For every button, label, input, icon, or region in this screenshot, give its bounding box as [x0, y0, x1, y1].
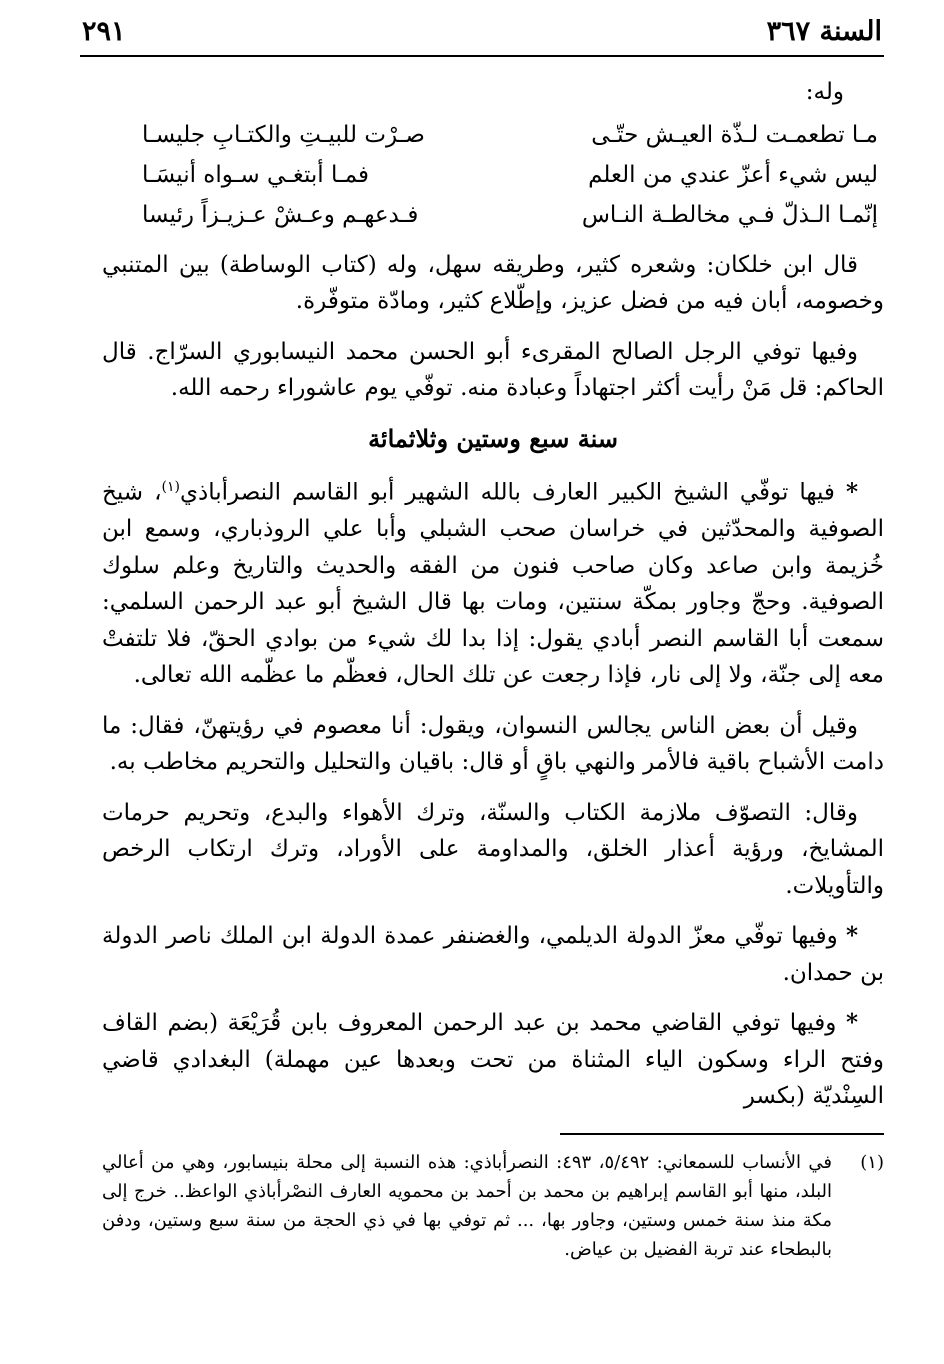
star-marker: *	[845, 478, 858, 506]
verse-hemistich-second: صـرْت للبيـتِ والكتـابِ جليسـا	[142, 121, 425, 148]
paragraph-text: وفيها توفّي معزّ الدولة الديلمي، والغضنفر عمدة الدولة ابن الملك ناصر الدولة بن حمدان.	[102, 923, 884, 986]
footnote-text: في الأنساب للسمعاني: ٥/٤٩٢، ٤٩٣: النصرأباذي: هذه النسبة إلى محلة بنيسابور، وهي من أعالي البلد، منها أبو القاسم إبراهيم بن محمد بن أحمد بن محمويه العارف النصْرأباذي الواعظ.. خرج إلى مكة منذ سنة خمس وستين، وجاور بها، ... ثم توفي بها في ذي الحجة من سنة سبع وستين، ودفن بالبطحاء عند تربة الفضيل بن عياض.	[102, 1152, 832, 1260]
paragraph	[102, 469, 884, 694]
verse-hemistich-first: مـا تطعمـت لـذّة العيـش حتّـى	[591, 121, 878, 148]
footnote-rule	[560, 1133, 884, 1135]
paragraph: وفيها توفي الرجل الصالح المقرىء أبو الحسن محمد النيسابوري السرّاج. قال الحاكم: قل مَنْ رأيت أكثر اجتهاداً وعبادة منه. توفّي يوم عاشوراء رحمه الله.	[102, 338, 884, 401]
header-rule	[80, 55, 884, 57]
footnote	[102, 1148, 884, 1264]
page-number: ٢٩١	[82, 16, 126, 47]
verse-line	[102, 155, 884, 195]
paragraph: وقيل أن بعض الناس يجالس النسوان، ويقول: أنا معصوم في رؤيتهنّ، فقال: ما دامت الأشباح باقية فالأمر والنهي باقٍ أو قال: باقيان والتحليل والتحريم مخاطب به.	[102, 712, 884, 776]
paragraph	[102, 1005, 884, 1115]
footnote-reference: (١)	[161, 479, 180, 495]
star-marker: *	[845, 922, 858, 950]
footnotes	[102, 1148, 884, 1264]
verse-intro: وله:	[805, 79, 844, 105]
running-title: السنة ٣٦٧	[766, 16, 882, 47]
page-header	[82, 14, 882, 56]
poem	[102, 115, 884, 235]
verse-hemistich-first: إنّمـا الـذلّ فـي مخالطـة النـاس	[581, 201, 878, 228]
verse-line	[102, 115, 884, 155]
paragraph	[102, 918, 884, 991]
section-heading: سنة سبع وستين وثلاثمائة	[368, 423, 618, 453]
star-marker: *	[845, 1009, 859, 1037]
paragraph-text: وفيها توفي القاضي محمد بن عبد الرحمن المعروف بابن قُرَيْعَة (بضم القاف وفتح الراء وسكون الياء المثناة من تحت وبعدها عين مهملة) البغدادي قاضي السِنْديّة (بكسر	[102, 1010, 884, 1110]
paragraph: قال ابن خلكان: وشعره كثير، وطريقه سهل، وله (كتاب الوساطة) بين المتنبي وخصومه، أبان فيه من فضل عزيز، وإطّلاع كثير، ومادّة متوفّرة.	[102, 251, 884, 314]
verse-hemistich-first: ليس شيء أعزّ عندي من العلم	[588, 161, 878, 188]
main-text	[102, 74, 884, 1129]
paragraph: وقال: التصوّف ملازمة الكتاب والسنّة، وترك الأهواء والبدع، وتحريم حرمات المشايخ، ورؤية أعذار الخلق، والمداومة على الأوراد، وترك ارتكاب الرخص والتأويلات.	[102, 799, 884, 899]
verse-line	[102, 195, 884, 235]
paragraph-text: ، شيخ الصوفية والمحدّثين في خراسان صحب الشبلي وأبا علي الروذباري، وسمع ابن خُزيمة وابن صاعد وكان صاحب فنون من الفقه والحديث والتاريخ وعلم سلوك الصوفية. وحجّ وجاور بمكّة سنتين، ومات بها قال الشيخ أبو عبد الرحمن السلمي: سمعت أبا القاسم النصر أبادي يقول: إذا بدا لك شيء من بوادي الحقّ، فلا تلتفتْ معه إلى جنّة، ولا إلى نار، فإذا رجعت عن تلك الحال، فعظّم ما عظّمه الله تعالى.	[102, 479, 884, 689]
verse-hemistich-second: فـدعهـم وعـشْ عـزيـزاً رئيسا	[142, 201, 419, 228]
verse-hemistich-second: فمـا أبتغـي سـواه أنيسَـا	[142, 161, 370, 188]
footnote-mark: (١)	[860, 1152, 884, 1173]
paragraph-text: فيها توفّي الشيخ الكبير العارف بالله الشهير أبو القاسم النصرأباذي	[179, 479, 835, 506]
